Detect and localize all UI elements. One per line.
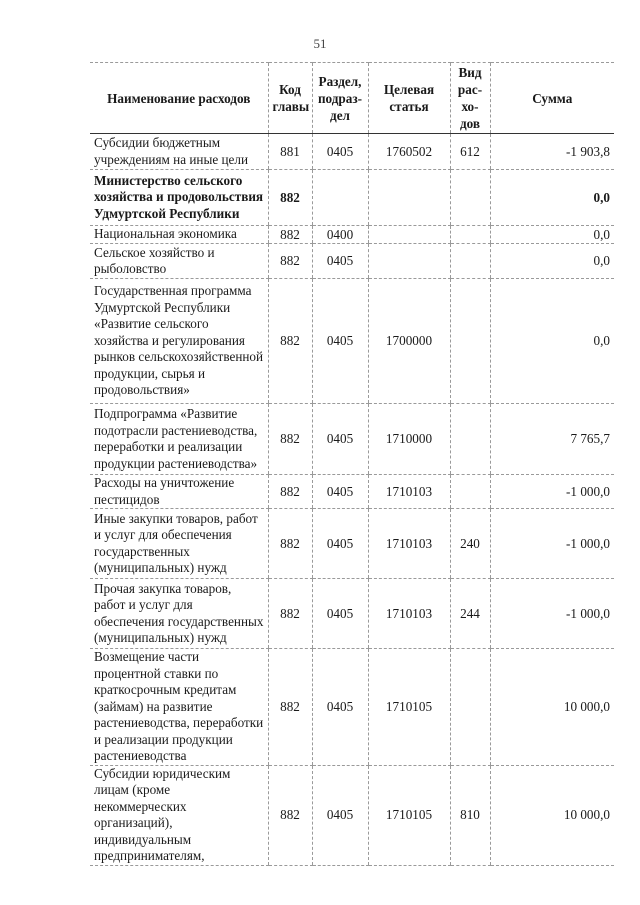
row-vid-cell: 240 bbox=[450, 509, 490, 579]
row-code-cell: 882 bbox=[268, 509, 312, 579]
table-row bbox=[90, 509, 614, 579]
row-code-cell: 882 bbox=[268, 279, 312, 404]
row-section-cell: 0405 bbox=[312, 579, 368, 649]
header-name: Наименование расходов bbox=[90, 63, 268, 134]
table-header-row bbox=[90, 63, 614, 134]
row-name-cell: Прочая закупка товаров, работ и услуг для обеспечения государственных (муниципальных) нужд bbox=[90, 579, 268, 649]
expenditure-table bbox=[90, 62, 614, 866]
row-section-cell: 0405 bbox=[312, 244, 368, 279]
row-sum-cell: 0,0 bbox=[490, 279, 614, 404]
row-code-cell: 882 bbox=[268, 170, 312, 226]
row-sum-cell: 10 000,0 bbox=[490, 649, 614, 766]
header-vid: Вид рас-хо-дов bbox=[450, 63, 490, 134]
table-row bbox=[90, 244, 614, 279]
table-row bbox=[90, 279, 614, 404]
table-row bbox=[90, 134, 614, 170]
row-code-cell: 881 bbox=[268, 134, 312, 170]
row-section-cell: 0405 bbox=[312, 475, 368, 509]
row-section-cell: 0405 bbox=[312, 765, 368, 865]
table-row bbox=[90, 649, 614, 766]
row-target-cell bbox=[368, 244, 450, 279]
row-name-cell: Иные закупки товаров, работ и услуг для обеспечения государственных (муниципальных) нужд bbox=[90, 509, 268, 579]
row-sum-cell: 7 765,7 bbox=[490, 404, 614, 475]
row-name-cell: Государственная программа Удмуртской Республики «Развитие сельского хозяйства и регулирования рынков сельскохозяйственной продукции, сырья и продовольствия» bbox=[90, 279, 268, 404]
row-section-cell bbox=[312, 170, 368, 226]
row-target-cell: 1700000 bbox=[368, 279, 450, 404]
row-vid-cell: 810 bbox=[450, 765, 490, 865]
row-vid-cell bbox=[450, 279, 490, 404]
row-sum-cell: 10 000,0 bbox=[490, 765, 614, 865]
row-sum-cell: -1 903,8 bbox=[490, 134, 614, 170]
row-vid-cell: 244 bbox=[450, 579, 490, 649]
row-name-cell: Сельское хозяйство и рыболовство bbox=[90, 244, 268, 279]
row-sum-cell: -1 000,0 bbox=[490, 475, 614, 509]
row-code-cell: 882 bbox=[268, 475, 312, 509]
row-target-cell: 1710000 bbox=[368, 404, 450, 475]
table-row bbox=[90, 765, 614, 865]
table-row bbox=[90, 170, 614, 226]
row-code-cell: 882 bbox=[268, 404, 312, 475]
row-vid-cell bbox=[450, 170, 490, 226]
row-name-cell: Подпрограмма «Развитие подотрасли растениеводства, переработки и реализации продукции растениеводства» bbox=[90, 404, 268, 475]
table-row bbox=[90, 226, 614, 244]
table-row bbox=[90, 579, 614, 649]
row-target-cell: 1710105 bbox=[368, 765, 450, 865]
row-vid-cell bbox=[450, 244, 490, 279]
row-section-cell: 0405 bbox=[312, 404, 368, 475]
row-sum-cell: 0,0 bbox=[490, 226, 614, 244]
row-name-cell: Возмещение части процентной ставки по краткосрочным кредитам (займам) на развитие растениеводства, переработки и реализации продукции растениеводства bbox=[90, 649, 268, 766]
row-vid-cell bbox=[450, 404, 490, 475]
page-number: 51 bbox=[313, 36, 327, 51]
row-section-cell: 0405 bbox=[312, 134, 368, 170]
row-target-cell: 1760502 bbox=[368, 134, 450, 170]
row-name-cell: Субсидии юридическим лицам (кроме некоммерческих организаций), индивидуальным предпринимателям, bbox=[90, 765, 268, 865]
row-code-cell: 882 bbox=[268, 244, 312, 279]
table-body bbox=[90, 134, 614, 866]
row-section-cell: 0400 bbox=[312, 226, 368, 244]
row-vid-cell bbox=[450, 226, 490, 244]
row-name-cell: Расходы на уничтожение пестицидов bbox=[90, 475, 268, 509]
row-section-cell: 0405 bbox=[312, 649, 368, 766]
row-target-cell: 1710105 bbox=[368, 649, 450, 766]
table-row bbox=[90, 404, 614, 475]
row-vid-cell bbox=[450, 649, 490, 766]
row-sum-cell: 0,0 bbox=[490, 244, 614, 279]
row-name-cell: Министерство сельского хозяйства и продовольствия Удмуртской Республики bbox=[90, 170, 268, 226]
row-code-cell: 882 bbox=[268, 579, 312, 649]
table-row bbox=[90, 475, 614, 509]
row-target-cell: 1710103 bbox=[368, 509, 450, 579]
row-code-cell: 882 bbox=[268, 765, 312, 865]
row-name-cell: Национальная экономика bbox=[90, 226, 268, 244]
row-vid-cell bbox=[450, 475, 490, 509]
row-code-cell: 882 bbox=[268, 649, 312, 766]
row-sum-cell: -1 000,0 bbox=[490, 579, 614, 649]
row-sum-cell: 0,0 bbox=[490, 170, 614, 226]
row-vid-cell: 612 bbox=[450, 134, 490, 170]
row-sum-cell: -1 000,0 bbox=[490, 509, 614, 579]
row-section-cell: 0405 bbox=[312, 509, 368, 579]
header-target: Целевая статья bbox=[368, 63, 450, 134]
header-section: Раздел, подраз-дел bbox=[312, 63, 368, 134]
row-name-cell: Субсидии бюджетным учреждениям на иные цели bbox=[90, 134, 268, 170]
row-target-cell bbox=[368, 226, 450, 244]
row-target-cell bbox=[368, 170, 450, 226]
header-sum: Сумма bbox=[490, 63, 614, 134]
row-target-cell: 1710103 bbox=[368, 475, 450, 509]
row-section-cell: 0405 bbox=[312, 279, 368, 404]
row-code-cell: 882 bbox=[268, 226, 312, 244]
header-code: Код главы bbox=[268, 63, 312, 134]
row-target-cell: 1710103 bbox=[368, 579, 450, 649]
